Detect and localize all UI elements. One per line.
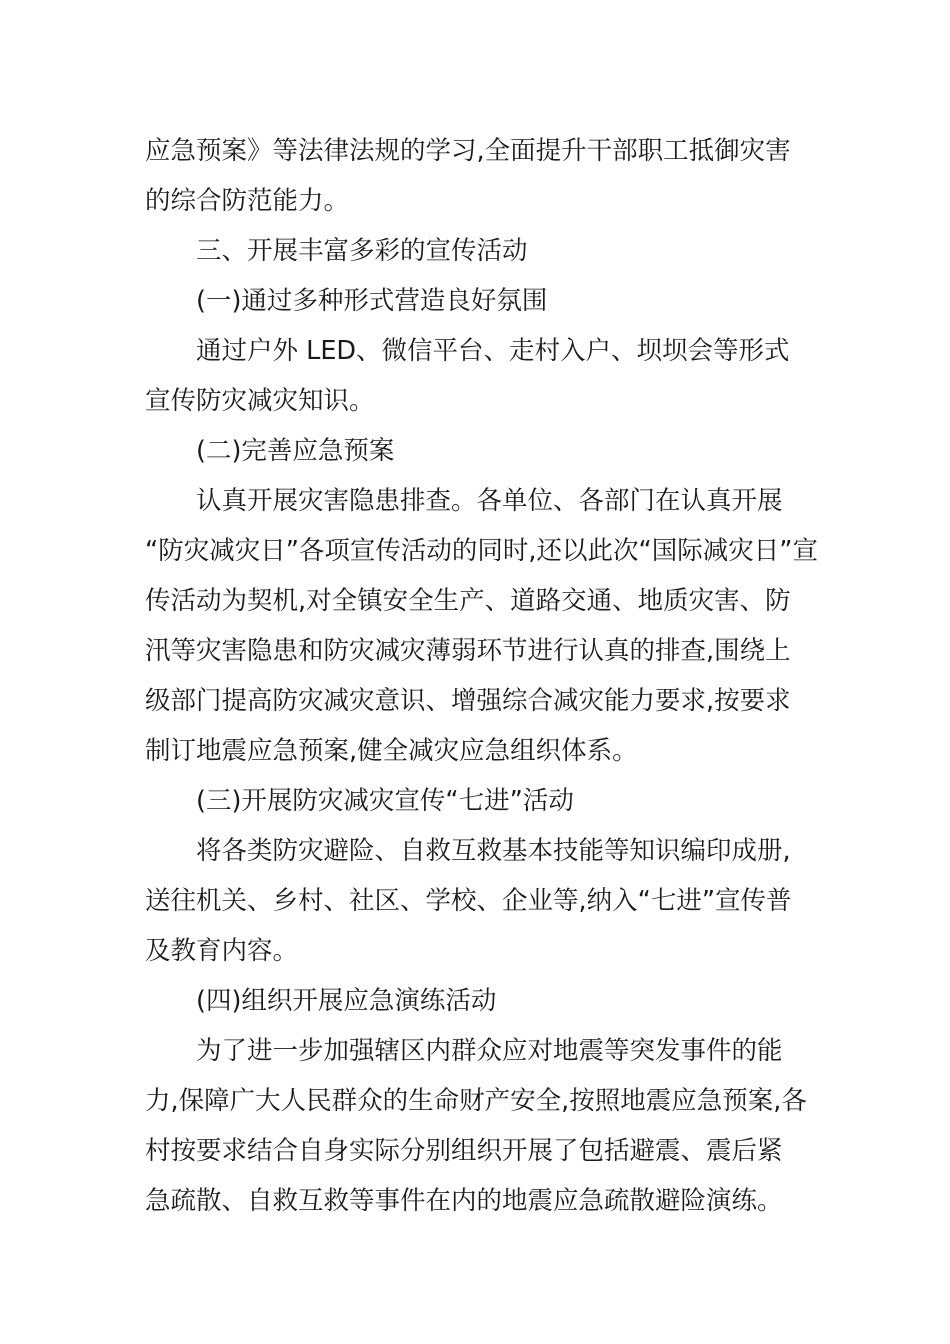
text-line: 级部门提高防灾减灾意识、增强综合减灾能力要求,按要求 (145, 686, 791, 716)
text-line: 送往机关、乡村、社区、学校、企业等,纳入“七进”宣传普 (145, 886, 792, 916)
subsection-heading: (三)开展防灾减灾宣传“七进”活动 (196, 786, 574, 816)
text-line: 宣传防灾减灾知识。 (145, 386, 375, 416)
text-line: 为了进一步加强辖区内群众应对地震等突发事件的能 (196, 1036, 783, 1066)
text-line: 的综合防范能力。 (145, 186, 350, 216)
text-line: 将各类防灾避险、自救互救基本技能等知识编印成册, (196, 836, 791, 866)
subsection-heading: (四)组织开展应急演练活动 (196, 986, 497, 1016)
subsection-heading: (二)完善应急预案 (196, 436, 395, 466)
subsection-heading: (一)通过多种形式营造良好氛围 (196, 286, 548, 316)
text-line: 通过户外 LED、微信平台、走村入户、坝坝会等形式 (196, 336, 790, 366)
text-line: 应急预案》等法律法规的学习,全面提升干部职工抵御灾害 (145, 136, 791, 166)
text-line: 传活动为契机,对全镇安全生产、道路交通、地质灾害、防 (145, 586, 791, 616)
text-line: 村按要求结合自身实际分别组织开展了包括避震、震后紧 (145, 1136, 783, 1166)
text-line: 力,保障广大人民群众的生命财产安全,按照地震应急预案,各 (145, 1086, 807, 1116)
section-heading: 三、开展丰富多彩的宣传活动 (196, 236, 528, 266)
text-line: 制订地震应急预案,健全减灾应急组织体系。 (145, 736, 638, 766)
text-line: 认真开展灾害隐患排查。各单位、各部门在认真开展 (196, 486, 783, 516)
text-line: 及教育内容。 (145, 936, 299, 966)
text-line: 汛等灾害隐患和防灾减灾薄弱环节进行认真的排查,围绕上 (145, 636, 791, 666)
document-body (145, 126, 818, 1226)
text-line: “防灾减灾日”各项宣传活动的同时,还以此次“国际减灾日”宣 (145, 536, 818, 566)
text-line: 急疏散、自救互救等事件在内的地震应急疏散避险演练。 (145, 1186, 783, 1216)
